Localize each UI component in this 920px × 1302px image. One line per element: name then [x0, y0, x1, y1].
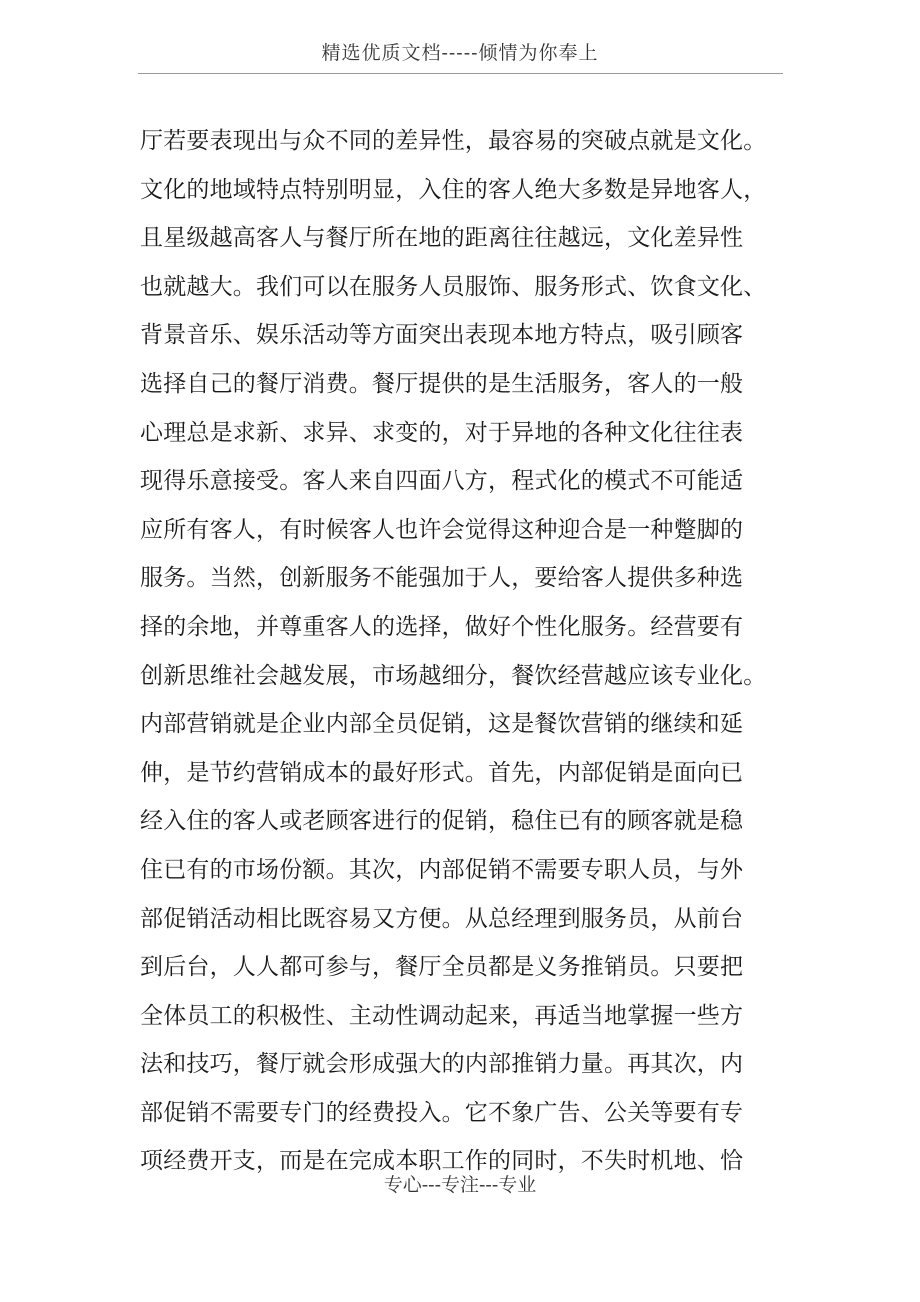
page-header: 精选优质文档-----倾情为你奉上: [321, 42, 599, 64]
body-line: 厅若要表现出与众不同的差异性，最容易的突破点就是文化。: [140, 128, 767, 154]
body-line: 项经费开支，而是在完成本职工作的同时，不失时机地、恰: [140, 1148, 744, 1175]
body-line: 部促销活动相比既容易又方便。从总经理到服务员，从前台: [140, 905, 744, 932]
body-line: 文化的地域特点特别明显，入住的客人绝大多数是异地客人，: [140, 176, 767, 203]
header-divider: [138, 73, 783, 74]
body-line: 创新思维社会越发展，市场越细分，餐饮经营越应该专业化。: [140, 662, 767, 689]
body-line: 也就越大。我们可以在服务人员服饰、服务形式、饮食文化、: [140, 273, 767, 300]
body-line: 内部营销就是企业内部全员促销，这是餐饮营销的继续和延: [140, 711, 744, 738]
page-footer: 专心---专注---专业: [383, 1174, 537, 1196]
document-body: [140, 117, 820, 1186]
body-line: 应所有客人，有时候客人也许会觉得这种迎合是一种蹩脚的: [140, 516, 744, 543]
body-line: 背景音乐、娱乐活动等方面突出表现本地方特点，吸引顾客: [140, 322, 744, 349]
body-line: 择的余地，并尊重客人的选择，做好个性化服务。经营要有: [140, 613, 744, 640]
body-line: 经入住的客人或老顾客进行的促销，稳住已有的顾客就是稳: [140, 808, 744, 835]
body-line: 心理总是求新、求异、求变的，对于异地的各种文化往往表: [140, 419, 744, 446]
body-line: 伸，是节约营销成本的最好形式。首先，内部促销是面向已: [140, 759, 744, 786]
body-line: 服务。当然，创新服务不能强加于人，要给客人提供多种选: [140, 565, 744, 592]
body-line: 现得乐意接受。客人来自四面八方，程式化的模式不可能适: [140, 468, 744, 495]
body-line: 且星级越高客人与餐厅所在地的距离往往越远，文化差异性: [140, 225, 744, 252]
body-line: 住已有的市场份额。其次，内部促销不需要专职人员，与外: [140, 856, 744, 883]
body-line: 选择自己的餐厅消费。餐厅提供的是生活服务，客人的一般: [140, 370, 744, 397]
body-line: 法和技巧，餐厅就会形成强大的内部推销力量。再其次，内: [140, 1051, 744, 1078]
body-line: 到后台，人人都可参与，餐厅全员都是义务推销员。只要把: [140, 954, 744, 981]
body-line: 部促销不需要专门的经费投入。它不象广告、公关等要有专: [140, 1099, 744, 1126]
body-line: 全体员工的积极性、主动性调动起来，再适当地掌握一些方: [140, 1002, 744, 1029]
